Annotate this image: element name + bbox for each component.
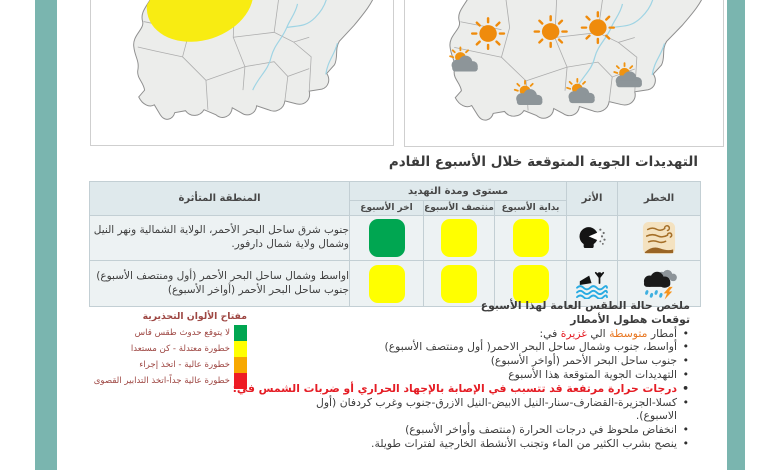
- column-header-week-start: بداية الأسبوع: [495, 201, 567, 216]
- hazard-cell: [618, 216, 701, 261]
- summary-bullet: • جنوب ساحل البحر الأحمر (أواخر الأسبوع): [280, 354, 690, 368]
- weekly-weather-map: [405, 0, 723, 146]
- rain-intensity-bullet: • أمطار متوسطة الي غزيرة في:: [280, 327, 690, 341]
- legend-title: مفتاح الألوان التحذيرية: [142, 311, 247, 322]
- legend-label: خطورة عالية - اتخذ إجراء: [139, 360, 230, 370]
- impact-cell: [567, 216, 618, 261]
- column-header-impact: الأثر: [567, 182, 618, 216]
- column-header-hazard: الخطر: [618, 182, 701, 216]
- legend-item: [95, 341, 247, 357]
- page-title: التهديدات الجوية المتوقعة خلال الأسبوع القادم: [388, 154, 698, 170]
- threat-level-cell-end: [350, 216, 424, 261]
- legend-item: [95, 357, 247, 373]
- cough-icon: [567, 223, 617, 253]
- sun-icon: [582, 12, 614, 43]
- threat-level-chip: [369, 265, 405, 303]
- threat-level-cell-start: [495, 216, 567, 261]
- summary-header: ملخص حالة الطقس العامة لهذا الأسبوع: [480, 299, 690, 312]
- threats-table: [89, 181, 701, 307]
- green-swatch: [234, 325, 247, 341]
- threat-level-chip: [513, 219, 549, 257]
- dust-storm-icon: [618, 221, 700, 255]
- weather-summary: [232, 299, 690, 451]
- summary-bullet: • ينصح بشرب الكثير من الماء وتجنب الأنشطة الخارجية لفترات طويلة.: [280, 437, 690, 451]
- left-accent-bar: [35, 0, 57, 470]
- threat-level-chip: [441, 219, 477, 257]
- legend-item: [95, 373, 247, 389]
- summary-bullet: • التهديدات الجوية المتوقعة هذا الأسبوع: [280, 368, 690, 382]
- affected-region-cell: اواسط وشمال ساحل البحر الأحمر (أول ومنتصف الأسبوع) جنوب ساحل البحر الأحمر (أواخر الأسبوع): [90, 261, 350, 307]
- column-header-region: المنطقة المتأثرة: [90, 182, 350, 216]
- legend-label: خطورة عالية جداً-اتخذ التدابير القصوى: [93, 376, 230, 386]
- yellow-swatch: [234, 341, 247, 357]
- heat-warning-bullet: • درجات حرارة مرتفعة قد تتسبب في الإصابة بالإجهاد الحراري أو ضربات الشمس في:: [280, 382, 690, 396]
- threat-level-chip: [441, 265, 477, 303]
- weather-map-panel: [404, 0, 724, 147]
- summary-bullet: • كسلا-الجزيرة-القضارف-سنار-النيل الابيض-النيل الازرق-جنوب وغرب كردفان (أول الاسبوع).: [280, 396, 690, 424]
- threat-level-chip: [513, 265, 549, 303]
- threat-level-cell-mid: [424, 216, 495, 261]
- thunderstorm-icon: [618, 268, 700, 300]
- affected-region-cell: جنوب شرق ساحل البحر الأحمر، الولاية الشمالية ونهر النيل وشمال ولاية شمال دارفور.: [90, 216, 350, 261]
- right-accent-bar: [727, 0, 745, 470]
- legend-label: لا يتوقع حدوث طقس قاس: [134, 328, 230, 338]
- legend-item: [95, 325, 247, 341]
- column-header-week-mid: منتصف الأسبوع: [424, 201, 495, 216]
- hazard-zone-map: [91, 0, 393, 145]
- summary-bullet: • انخفاض ملحوظ في درجات الحرارة (منتصف وأواخر الأسبوع): [280, 423, 690, 437]
- orange-swatch: [234, 357, 247, 373]
- summary-bullet: • أواسط، جنوب وشمال ساحل البحر الاحمر( أول ومنتصف الأسبوع): [280, 340, 690, 354]
- sun-icon: [535, 16, 567, 47]
- color-legend: [95, 311, 247, 389]
- rain-forecast-header: توقعات هطول الأمطار: [570, 312, 690, 326]
- column-header-level-duration: مستوى ومدة التهديد: [350, 182, 567, 201]
- hazard-zone-map-panel: [90, 0, 394, 146]
- sun-icon: [472, 18, 504, 49]
- medium-rain-word: متوسطة: [609, 326, 648, 340]
- heavy-rain-word: غزيرة: [560, 326, 587, 340]
- column-header-week-end: اخر الأسبوع: [350, 201, 424, 216]
- table-row: [90, 216, 701, 261]
- threat-level-chip: [369, 219, 405, 257]
- legend-label: خطورة معتدلة - كن مستعدا: [130, 344, 230, 354]
- flood-icon: [567, 269, 617, 299]
